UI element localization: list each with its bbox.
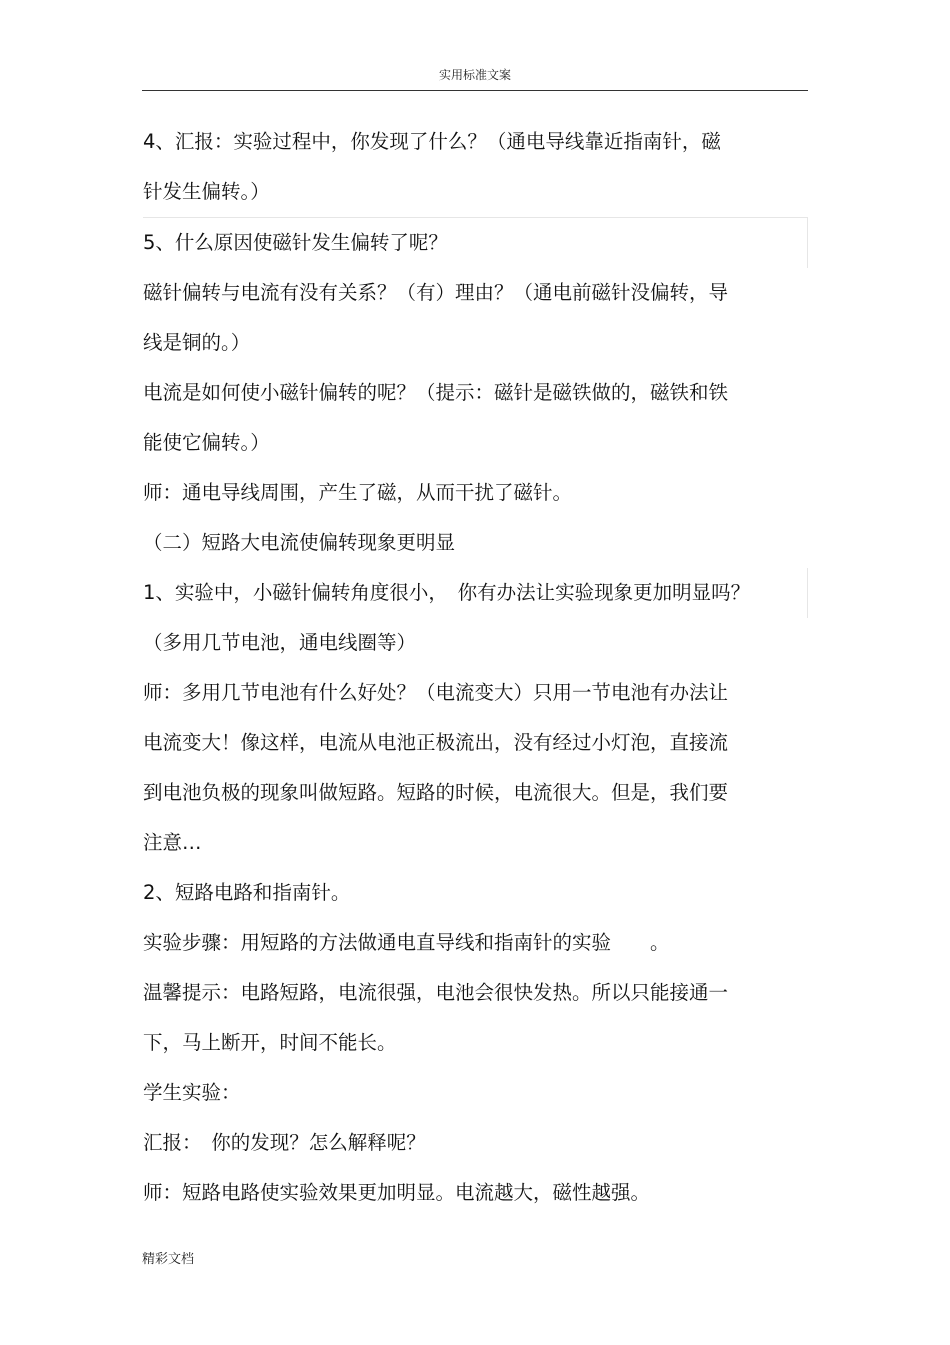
paragraph-line: 学生实验： (143, 1081, 241, 1104)
paragraph-line: （多用几节电池，通电线圈等） (143, 631, 417, 654)
paragraph-line: 针发生偏转。） (143, 180, 270, 203)
paragraph-line: 师：多用几节电池有什么好处？（电流变大）只用一节电池有办法让 (143, 681, 729, 704)
paragraph-line: 电流变大！像这样，电流从电池正极流出，没有经过小灯泡，直接流 (143, 731, 729, 754)
section-heading: （二）短路大电流使偏转现象更明显 (143, 531, 456, 554)
paragraph-line: 注意… (143, 831, 202, 854)
paragraph-line: 师：通电导线周围，产生了磁，从而干扰了磁针。 (143, 481, 573, 504)
paragraph-line: 线是铜的。） (143, 331, 251, 354)
paragraph-line: 磁针偏转与电流有没有关系？（有）理由？（通电前磁针没偏转，导 (143, 281, 729, 304)
header-divider (142, 90, 808, 91)
paragraph-line: 5、什么原因使磁针发生偏转了呢？ (143, 217, 808, 268)
document-body (143, 117, 808, 1218)
paragraph-line: 到电池负极的现象叫做短路。短路的时候，电流很大。但是，我们要 (143, 781, 729, 804)
paragraph-line: 实验步骤：用短路的方法做通电直导线和指南针的实验 。 (143, 931, 670, 954)
paragraph-line: 2、短路电路和指南针。 (143, 881, 351, 904)
paragraph-line: 汇报： 你的发现？怎么解释呢？ (143, 1131, 426, 1154)
paragraph-line: 能使它偏转。） (143, 431, 270, 454)
page-footer: 精彩文档 (142, 1252, 195, 1267)
paragraph-line: 电流是如何使小磁针偏转的呢？（提示：磁针是磁铁做的，磁铁和铁 (143, 381, 729, 404)
paragraph-line: 1、实验中，小磁针偏转角度很小， 你有办法让实验现象更加明显吗？ (143, 568, 808, 618)
page-header: 实用标准文案 (438, 68, 511, 82)
paragraph-line: 下，马上断开，时间不能长。 (143, 1031, 397, 1054)
paragraph-line: 师：短路电路使实验效果更加明显。电流越大，磁性越强。 (143, 1181, 651, 1204)
paragraph-line: 4、汇报：实验过程中，你发现了什么？（通电导线靠近指南针，磁 (143, 130, 721, 153)
paragraph-line: 温馨提示：电路短路，电流很强，电池会很快发热。所以只能接通一 (143, 981, 729, 1004)
